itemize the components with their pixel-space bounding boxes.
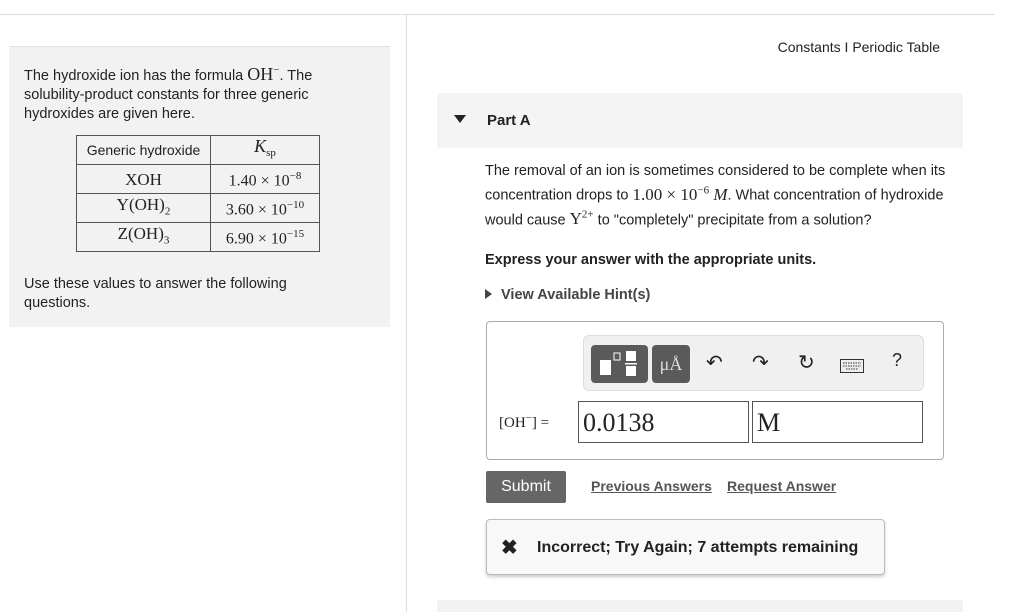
- q3: to "completely" precipitate from a solution?: [593, 212, 872, 229]
- unit: M: [709, 184, 728, 204]
- mantissa: 1.40 × 10: [228, 172, 290, 190]
- formula: OH: [247, 64, 274, 84]
- request-answer-link[interactable]: Request Answer: [727, 478, 837, 494]
- ksp-value: [211, 165, 320, 194]
- units-button[interactable]: [652, 345, 690, 383]
- subscript: 3: [163, 234, 170, 247]
- intro-text: [24, 61, 354, 124]
- feedback-text: Incorrect; Try Again; 7 attempts remaining: [537, 539, 859, 556]
- submit-button[interactable]: Submit: [486, 471, 566, 503]
- unit-input[interactable]: M: [752, 401, 923, 443]
- outro-text: Use these values to answer the following questions.: [24, 276, 287, 311]
- intro-after: . The solubility-product constants for three generic hydroxides are given here.: [24, 68, 313, 122]
- table-header: [77, 136, 320, 165]
- q2: . What concentration of hydroxide would cause: [485, 187, 944, 229]
- name: XOH: [125, 169, 162, 189]
- part-label: Part A: [487, 112, 531, 129]
- hydroxide-name: [77, 194, 211, 223]
- column-divider: [406, 14, 407, 612]
- expand-triangle-icon: [485, 289, 492, 299]
- exponent: −15: [286, 228, 305, 241]
- redo-icon[interactable]: ↷: [752, 352, 769, 374]
- templates-icon: [591, 345, 648, 383]
- intro-before: The hydroxide ion has the formula: [24, 68, 248, 84]
- table-row: [77, 194, 320, 223]
- constants-periodic-table-link[interactable]: Constants I Periodic Table: [777, 39, 940, 55]
- incorrect-x-icon: ✖: [501, 537, 518, 559]
- feedback-box: [486, 519, 885, 575]
- sp: sp: [266, 147, 276, 160]
- hints-toggle[interactable]: [485, 287, 650, 303]
- answer-box: [486, 321, 944, 460]
- ksp-value: [211, 194, 320, 223]
- previous-answers-link[interactable]: Previous Answers: [591, 478, 712, 494]
- col-header-ksp: [211, 136, 320, 165]
- subscript: 2: [164, 205, 171, 218]
- collapse-triangle-icon: [454, 115, 466, 123]
- ion-symbol: Y: [569, 209, 582, 229]
- mantissa: 3.60 × 10: [225, 201, 287, 219]
- intro-panel: [9, 46, 390, 327]
- charge: −: [273, 64, 280, 76]
- templates-button[interactable]: [591, 345, 648, 383]
- ion: [570, 209, 594, 228]
- table-row: [77, 165, 320, 194]
- hydroxide-name: [77, 165, 211, 194]
- help-button[interactable]: [892, 350, 902, 371]
- next-part-bar: [437, 600, 963, 612]
- units-label: μÅ: [659, 354, 683, 374]
- name: Z(OH): [117, 223, 164, 243]
- instructions: Express your answer with the appropriate units.: [485, 252, 817, 268]
- question-text: [485, 162, 955, 230]
- value-input[interactable]: 0.0138: [578, 401, 749, 443]
- undo-icon[interactable]: ↶: [706, 352, 723, 374]
- hydroxide-name: [77, 223, 211, 252]
- exp: −6: [697, 184, 710, 196]
- q1: The removal of an ion is sometimes considered to be complete when its concentration drops to: [485, 163, 946, 204]
- ion-charge: 2+: [581, 208, 594, 221]
- k: K: [254, 135, 267, 156]
- exponent: −10: [286, 199, 305, 212]
- part-a-header[interactable]: [437, 93, 963, 148]
- num: 1.00 × 10: [632, 184, 698, 204]
- exponent: −8: [289, 170, 302, 183]
- ksp-table: [76, 135, 320, 252]
- mantissa: 6.90 × 10: [225, 230, 287, 248]
- table-row: [77, 223, 320, 252]
- label-charge: −: [525, 412, 532, 424]
- hint-label: View Available Hint(s): [501, 287, 651, 303]
- concentration: [633, 185, 728, 204]
- math-toolbar: [583, 335, 924, 391]
- answer-label: [499, 412, 549, 432]
- label-close: ] =: [531, 415, 550, 431]
- reset-icon[interactable]: ↻: [798, 352, 815, 374]
- col-header-hydroxide: Generic hydroxide: [77, 136, 211, 165]
- help-label: ?: [892, 350, 903, 370]
- keyboard-icon[interactable]: [840, 356, 864, 379]
- ksp-value: [211, 223, 320, 252]
- name: Y(OH): [116, 194, 165, 214]
- oh-formula: [247, 64, 279, 84]
- top-divider: [0, 14, 995, 15]
- label-open: [OH: [499, 415, 526, 431]
